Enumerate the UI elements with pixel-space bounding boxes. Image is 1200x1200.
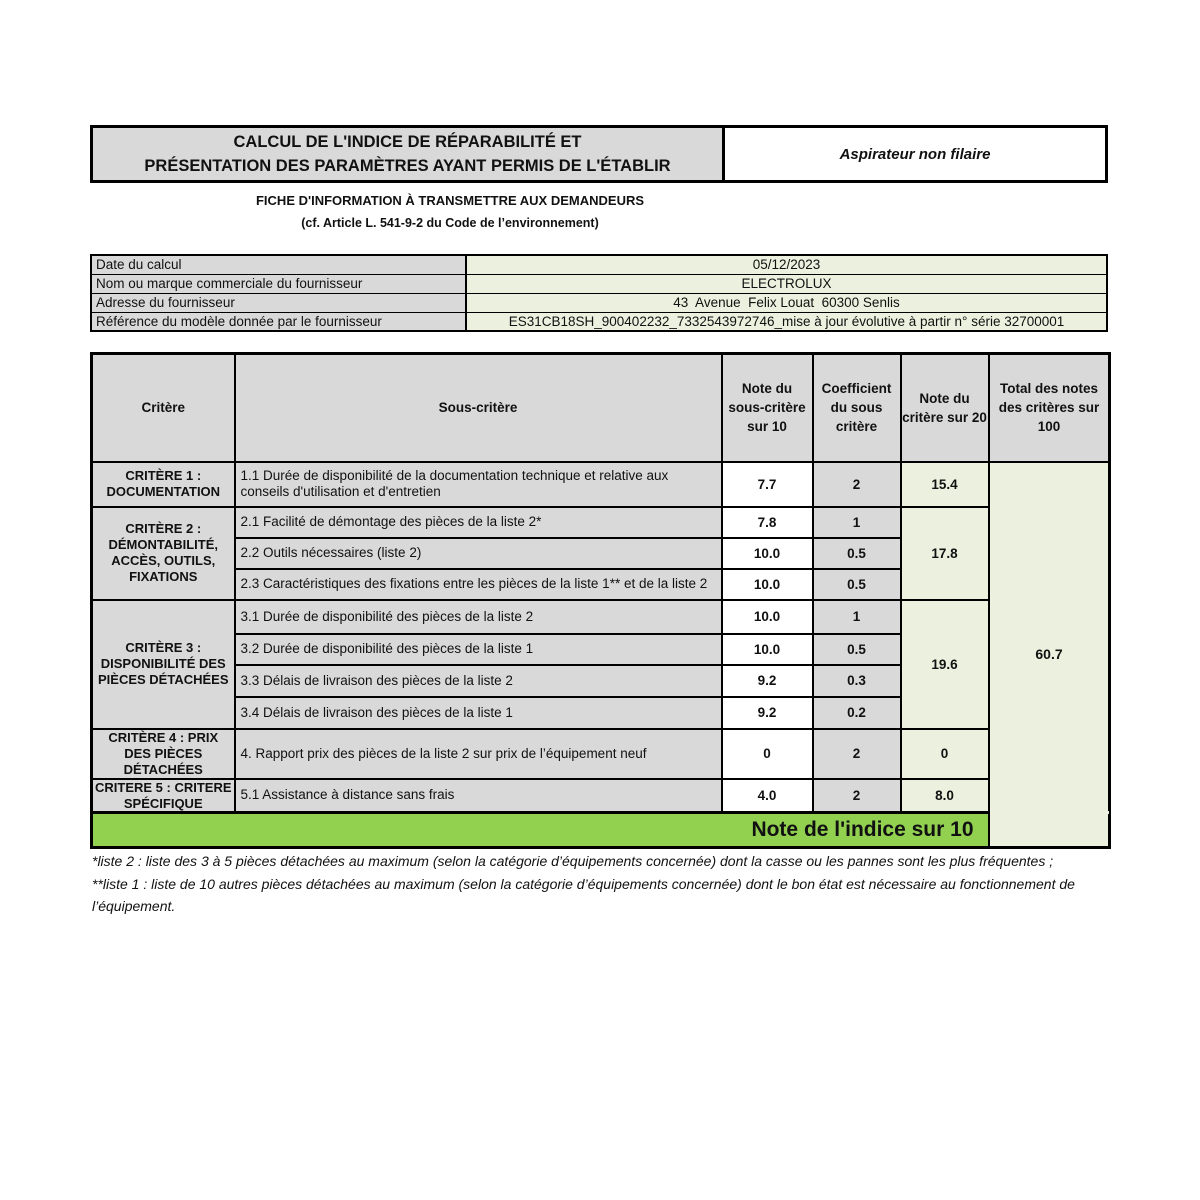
note20-criterion-5: 8.0 xyxy=(901,779,989,813)
info-row-brand xyxy=(91,274,1107,293)
note10-2-2: 10.0 xyxy=(722,538,813,569)
info-row-address xyxy=(91,293,1107,312)
note20-criterion-1: 15.4 xyxy=(901,462,989,507)
note10-5-1: 4.0 xyxy=(722,779,813,813)
info-value-model-ref: ES31CB18SH_900402232_7332543972746_mise à jour évolutive à partir n° série 32700001 xyxy=(466,312,1107,331)
note10-2-1: 7.8 xyxy=(722,507,813,538)
subcriterion-3-4-label: 3.4 Délais de livraison des pièces de la liste 1 xyxy=(235,697,722,729)
subcriterion-5-1-label: 5.1 Assistance à distance sans frais xyxy=(235,779,722,813)
coef-3-4: 0.2 xyxy=(813,697,901,729)
coef-2-1: 1 xyxy=(813,507,901,538)
header-total100: Total des notes des critères sur 100 xyxy=(989,354,1110,462)
subcriterion-4-label: 4. Rapport prix des pièces de la liste 2 sur prix de l’équipement neuf xyxy=(235,729,722,779)
product-type-label: Aspirateur non filaire xyxy=(725,128,1105,180)
document-title-line2: PRÉSENTATION DES PARAMÈTRES AYANT PERMIS DE L'ÉTABLIR xyxy=(144,157,671,175)
subtitle-line1: FICHE D'INFORMATION À TRANSMETTRE AUX DEMANDEURS xyxy=(255,193,645,208)
note20-criterion-3: 19.6 xyxy=(901,600,989,729)
footnotes xyxy=(92,850,1104,918)
coef-4: 2 xyxy=(813,729,901,779)
coef-2-2: 0.5 xyxy=(813,538,901,569)
subcriterion-2-1-label: 2.1 Facilité de démontage des pièces de la liste 2* xyxy=(235,507,722,538)
subcriterion-3-3-label: 3.3 Délais de livraison des pièces de la liste 2 xyxy=(235,665,722,697)
table-row-5-1 xyxy=(92,779,1110,813)
criteria-table-header xyxy=(92,354,1110,462)
info-row-date xyxy=(91,255,1107,274)
info-value-address: 43 Avenue Felix Louat 60300 Senlis xyxy=(466,293,1107,312)
final-index-row xyxy=(92,812,1110,847)
document-title-line1: CALCUL DE L'INDICE DE RÉPARABILITÉ ET xyxy=(233,133,582,151)
criteria-table xyxy=(90,352,1111,849)
note10-1-1: 7.7 xyxy=(722,462,813,507)
table-row-1-1 xyxy=(92,462,1110,507)
subcriterion-2-2-label: 2.2 Outils nécessaires (liste 2) xyxy=(235,538,722,569)
note10-4: 0 xyxy=(722,729,813,779)
info-label-address: Adresse du fournisseur xyxy=(91,293,466,312)
note10-3-3: 9.2 xyxy=(722,665,813,697)
note20-criterion-4: 0 xyxy=(901,729,989,779)
note10-3-2: 10.0 xyxy=(722,634,813,665)
subcriterion-2-3-label: 2.3 Caractéristiques des fixations entre les pièces de la liste 1** et de la liste 2 xyxy=(235,569,722,600)
table-row-4 xyxy=(92,729,1110,779)
info-row-model-ref xyxy=(91,312,1107,331)
info-value-date: 05/12/2023 xyxy=(466,255,1107,274)
table-row-2-1 xyxy=(92,507,1110,538)
subcriterion-3-2-label: 3.2 Durée de disponibilité des pièces de la liste 1 xyxy=(235,634,722,665)
criterion-5-label: CRITERE 5 : CRITERE SPÉCIFIQUE xyxy=(92,779,235,813)
final-index-label: Note de l'indice sur 10 xyxy=(92,812,989,847)
footnote-liste2: *liste 2 : liste des 3 à 5 pièces détachées au maximum (selon la catégorie d’équipements concernée) dont la casse ou les pannes sont les plus fréquentes ; xyxy=(92,853,1054,869)
coef-2-3: 0.5 xyxy=(813,569,901,600)
document-title xyxy=(93,128,725,180)
coef-3-3: 0.3 xyxy=(813,665,901,697)
header-note10: Note du sous-critère sur 10 xyxy=(722,354,813,462)
footnote-liste1: **liste 1 : liste de 10 autres pièces détachées au maximum (selon la catégorie d’équipements concernée) dont le bon état est nécessaire au fonctionnement de l’équipement. xyxy=(92,875,1075,914)
header-note20: Note du critère sur 20 xyxy=(901,354,989,462)
total-sur-100: 60.7 xyxy=(989,462,1110,848)
subcriterion-1-1-label: 1.1 Durée de disponibilité de la documentation technique et relative aux conseils d'utilisation et d'entretien xyxy=(235,462,722,507)
coef-1-1: 2 xyxy=(813,462,901,507)
info-value-brand: ELECTROLUX xyxy=(466,274,1107,293)
subtitle-block xyxy=(90,193,810,230)
subtitle-line2: (cf. Article L. 541-9-2 du Code de l’environnement) xyxy=(301,216,599,230)
header-criterion: Critère xyxy=(92,354,235,462)
info-label-date: Date du calcul xyxy=(91,255,466,274)
criterion-4-label: CRITÈRE 4 : PRIX DES PIÈCES DÉTACHÉES xyxy=(92,729,235,779)
note20-criterion-2: 17.8 xyxy=(901,507,989,600)
criterion-1-label: CRITÈRE 1 : DOCUMENTATION xyxy=(92,462,235,507)
table-row-3-1 xyxy=(92,600,1110,634)
supplier-info-table xyxy=(90,254,1108,332)
criterion-2-label: CRITÈRE 2 : DÉMONTABILITÉ, ACCÈS, OUTILS, FIXATIONS xyxy=(92,507,235,600)
title-block xyxy=(90,125,1108,183)
subcriterion-3-1-label: 3.1 Durée de disponibilité des pièces de la liste 2 xyxy=(235,600,722,634)
coef-3-2: 0.5 xyxy=(813,634,901,665)
info-label-brand: Nom ou marque commerciale du fournisseur xyxy=(91,274,466,293)
header-coefficient: Coefficient du sous critère xyxy=(813,354,901,462)
coef-5-1: 2 xyxy=(813,779,901,813)
criterion-3-label: CRITÈRE 3 : DISPONIBILITÉ DES PIÈCES DÉTACHÉES xyxy=(92,600,235,729)
info-label-model-ref: Référence du modèle donnée par le fournisseur xyxy=(91,312,466,331)
coef-3-1: 1 xyxy=(813,600,901,634)
note10-2-3: 10.0 xyxy=(722,569,813,600)
note10-3-4: 9.2 xyxy=(722,697,813,729)
header-subcriterion: Sous-critère xyxy=(235,354,722,462)
note10-3-1: 10.0 xyxy=(722,600,813,634)
